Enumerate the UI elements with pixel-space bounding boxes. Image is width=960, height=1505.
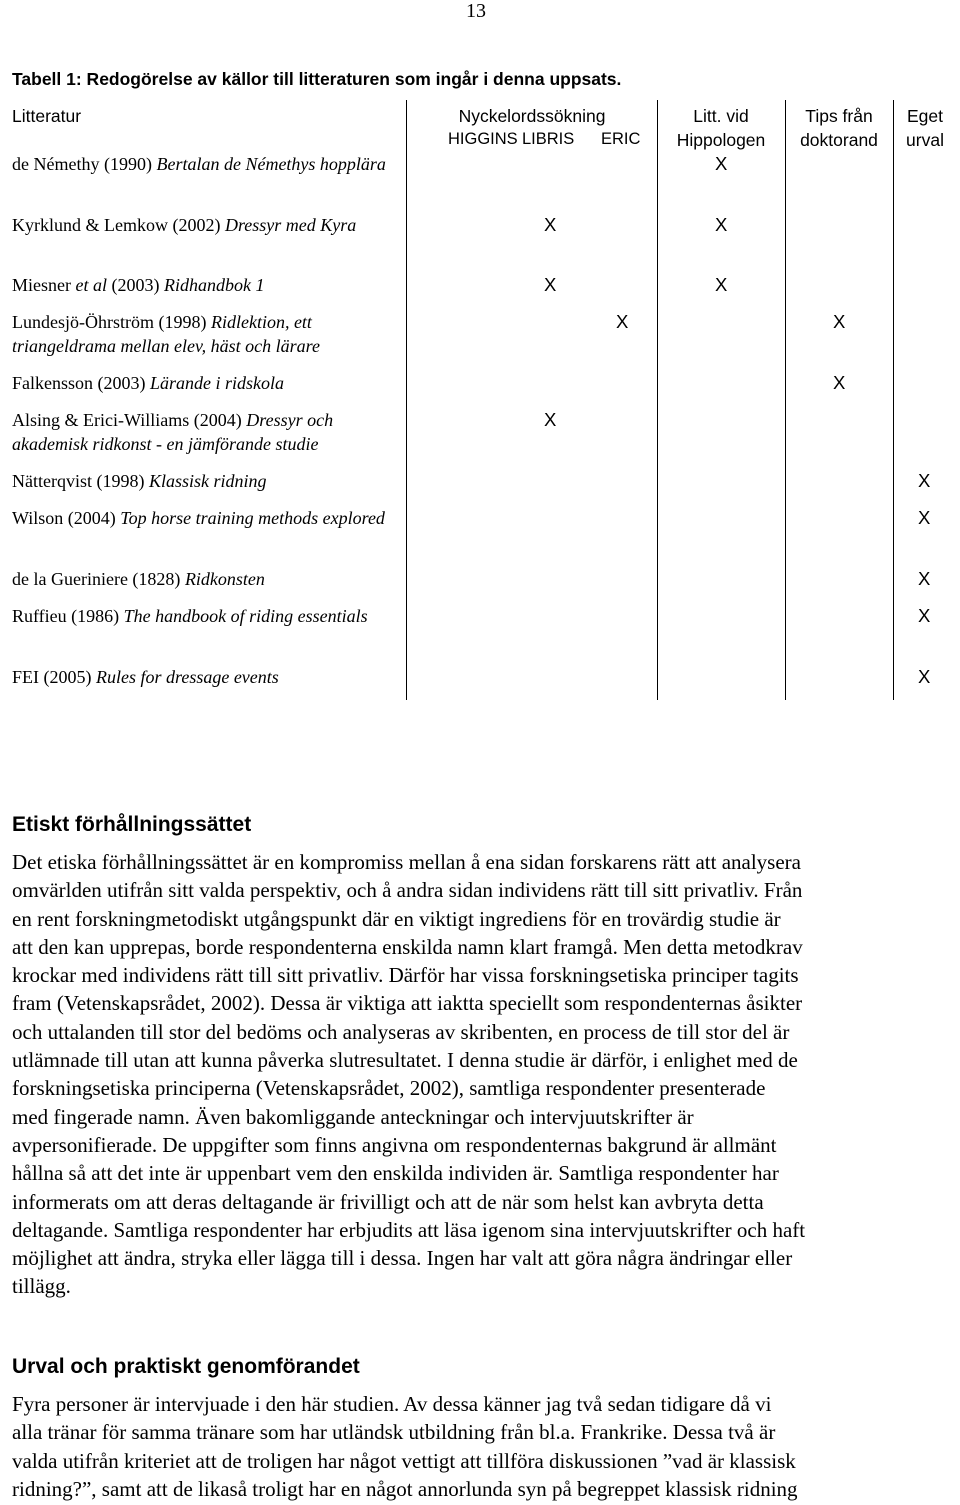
paragraph-line: att den kan upprepas, borde respondenterna enskilda namn klart framgå. Men detta metodkrav [12, 934, 803, 959]
header-literature: Litteratur [12, 106, 82, 126]
header-eget: Eget [907, 106, 943, 126]
column-divider [785, 100, 786, 700]
table-caption: Tabell 1: Redogörelse av källor till litteraturen som ingår i denna uppsats. [12, 69, 622, 89]
header-litt-vid: Litt. vid [693, 106, 749, 126]
source-author: Alsing & Erici-Williams (2004) [12, 410, 247, 430]
page-number: 13 [466, 0, 486, 22]
table-mark-eget: X [918, 470, 931, 491]
column-divider [657, 100, 658, 700]
source-title: Ridlektion, ett triangeldrama mellan elev, häst och lärare [12, 312, 320, 356]
table-row-source [12, 273, 402, 297]
source-title: Dressyr och akademisk ridkonst - en jämförande studie [12, 410, 334, 454]
source-author: FEI (2005) [12, 667, 96, 687]
header-doktorand: doktorand [800, 130, 878, 150]
paragraph-line: deltagande. Samtliga respondenter har erbjudits att läsa igenom sina intervjuutskrifter och haft [12, 1217, 806, 1242]
source-title: Klassisk ridning [148, 471, 267, 491]
header-urval: urval [906, 130, 944, 150]
paragraph-line: forskningsetiska principerna (Vetenskapsrådet, 2002), samtliga respondenter presenterade [12, 1076, 766, 1101]
table-mark-libris: X [544, 274, 557, 295]
source-title: Dressyr med Kyra [224, 215, 357, 235]
paragraph-line: avpersonifierade. De uppgifter som finns angivna om respondenternas bakgrund är allmänt [12, 1132, 777, 1157]
paragraph-line: en rent forskningmetodiskt utgångspunkt där en viktigt ingrediens för en trovärdig studie är [12, 906, 781, 931]
header-tips: Tips från [805, 106, 873, 126]
table-mark-hippologen: X [715, 274, 728, 295]
source-author: Ruffieu (1986) [12, 606, 124, 626]
paragraph-line: Fyra personer är intervjuade i den här studien. Av dessa känner jag två sedan tidigare då vi [12, 1392, 772, 1416]
paragraph-line: och uttalanden till stor del bedöms och analyseras av skribenten, en process de till stor del är [12, 1019, 790, 1044]
source-author: Kyrklund & Lemkow (2002) [12, 215, 225, 235]
source-author: Lundesjö-Öhrström (1998) [12, 312, 211, 332]
paragraph-line: hållna så att det inte är uppenbart vem den enskilda individen är. Samtliga respondenter har [12, 1161, 779, 1186]
source-author: de Némethy (1990) [12, 154, 157, 174]
source-title: Rules for dressage events [96, 667, 279, 687]
source-title: The handbook of riding essentials [123, 606, 368, 626]
column-divider [893, 100, 894, 700]
table-mark-eget: X [918, 507, 931, 528]
table-row-source [12, 408, 402, 456]
table-mark-eget: X [918, 666, 931, 687]
paragraph-line: krockar med individens rätt till sitt privatliv. Därför har vissa forskningsetiska principer tagits [12, 963, 799, 988]
source-author: de la Gueriniere (1828) [12, 569, 185, 589]
source-author-italic: et al [75, 275, 107, 295]
table-mark-libris: X [544, 409, 557, 430]
section-heading: Etiskt förhållningssättet [12, 813, 252, 836]
table-row-source [12, 371, 402, 395]
paragraph-line: möjlighet att ändra, stryka eller lägga till i dessa. Ingen har valt att göra några ändringar eller [12, 1246, 793, 1271]
table-row-source [12, 213, 402, 237]
paragraph-line: Det etiska förhållningssättet är en kompromiss mellan å ena sidan forskarens rätt att analysera [12, 850, 801, 874]
table-mark-hippologen: X [715, 153, 728, 174]
source-year: (2003) [106, 275, 164, 295]
paragraph-line: med fingerade namn. Även bakomliggande anteckningar och intervjuutskrifter är [12, 1104, 694, 1129]
table-row-source [12, 152, 402, 176]
table-mark-tips: X [833, 311, 846, 332]
paragraph-line: alla tränar för samma tränare som har utländsk utbildning från bl.a. Frankrike. Dessa två är [12, 1420, 776, 1445]
section-heading: Urval och praktiskt genomförandet [12, 1355, 360, 1378]
table-mark-libris: X [544, 214, 557, 235]
header-libris: LIBRIS [522, 130, 575, 148]
paragraph-line: ridning?”, samt att de likaså troligt har en något annorlunda syn på begreppet klassisk ridning [12, 1476, 798, 1501]
table-row-source [12, 469, 402, 493]
paragraph-line: valda utifrån kriteriet att de troligen har något vettigt att tillföra diskussionen ”vad är klassisk [12, 1448, 796, 1473]
source-title: Lärande i ridskola [150, 373, 285, 393]
header-higgins: HIGGINS [448, 130, 518, 148]
table-row-source [12, 310, 402, 358]
source-author: Falkensson (2003) [12, 373, 150, 393]
table-mark-eget: X [918, 605, 931, 626]
table-row-source [12, 665, 402, 689]
paragraph-line: omvärlden utifrån sitt valda perspektiv, och å andra sidan individens rätt till sitt privatliv. Från [12, 878, 803, 903]
source-title: Ridkonsten [184, 569, 265, 589]
table-row-source [12, 506, 402, 530]
paragraph-line: fram (Vetenskapsrådet, 2002). Dessa är viktiga att iaktta speciellt som respondenternas åsikter [12, 991, 803, 1016]
source-title: Ridhandbok 1 [163, 275, 265, 295]
header-eric: ERIC [601, 130, 641, 148]
table-mark-eget: X [918, 568, 931, 589]
paragraph-line: tillägg. [12, 1274, 71, 1299]
source-author: Wilson (2004) [12, 508, 121, 528]
table-mark-tips: X [833, 372, 846, 393]
table-row-source [12, 567, 402, 591]
section-paragraph [12, 848, 948, 1301]
paragraph-line: informerats om att deras deltagande är frivilligt och att de när som helst kan avbryta detta [12, 1189, 764, 1214]
table-mark-eric: X [616, 311, 629, 332]
table-mark-hippologen: X [715, 214, 728, 235]
paragraph-line: utlämnade till utan att kunna påverka slutresultatet. I denna studie är därför, i enlighet med de [12, 1048, 798, 1073]
section-paragraph [12, 1390, 948, 1503]
header-keyword-search: Nyckelordssökning [458, 106, 606, 126]
source-author: Miesner [12, 275, 76, 295]
header-hippologen: Hippologen [676, 130, 766, 150]
source-title: Bertalan de Némethys hopplära [156, 154, 386, 174]
source-title: Top horse training methods explored [120, 508, 385, 528]
source-author: Nätterqvist (1998) [12, 471, 149, 491]
column-divider [406, 100, 407, 700]
table-row-source [12, 604, 402, 628]
